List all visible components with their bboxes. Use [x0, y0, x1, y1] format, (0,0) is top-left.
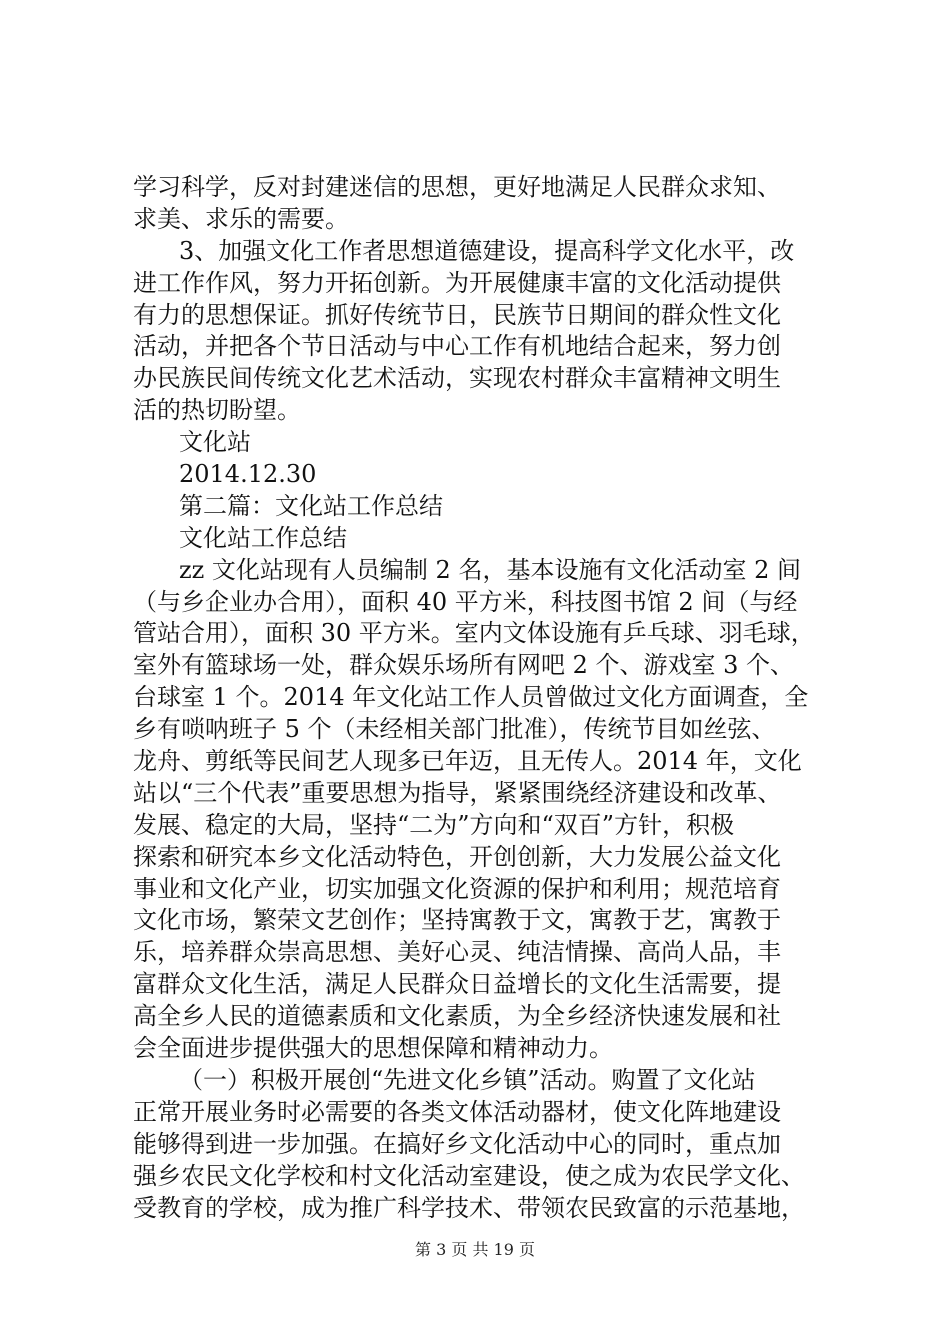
text-line: 高全乡人民的道德素质和文化素质，为全乡经济快速发展和社: [133, 1002, 781, 1031]
text-line: 事业和文化产业，切实加强文化资源的保护和利用；规范培育: [133, 874, 781, 903]
text-line: 乡有唢呐班子 5 个（未经相关部门批准），传统节目如丝弦、: [133, 715, 776, 744]
text-line: 文化市场，繁荣文艺创作；坚持寓教于文，寓教于艺，寓教于: [133, 906, 781, 935]
text-line: 龙舟、剪纸等民间艺人现多已年迈，且无传人。2014 年，文化: [133, 747, 802, 776]
text-line: 文化站工作总结: [179, 523, 347, 552]
text-line: 乐，培养群众崇高思想、美好心灵、纯洁情操、高尚人品，丰: [133, 938, 781, 967]
text-line: 富群众文化生活，满足人民群众日益增长的文化生活需要，提: [133, 970, 781, 999]
text-line: 2014.12.30: [179, 460, 317, 489]
text-line: 活的热切盼望。: [133, 396, 301, 425]
text-line: 台球室 1 个。2014 年文化站工作人员曾做过文化方面调查，全: [133, 683, 809, 712]
text-line: （一）积极开展创“先进文化乡镇”活动。购置了文化站: [179, 1065, 756, 1094]
text-line: 室外有篮球场一处，群众娱乐场所有网吧 2 个、游戏室 3 个、: [133, 651, 795, 680]
text-line: 进工作作风，努力开拓创新。为开展健康丰富的文化活动提供: [133, 268, 781, 297]
text-line: 能够得到进一步加强。在搞好乡文化活动中心的同时，重点加: [133, 1129, 781, 1158]
text-line: 有力的思想保证。抓好传统节日，民族节日期间的群众性文化: [133, 300, 781, 329]
text-line: 强乡农民文化学校和村文化活动室建设，使之成为农民学文化、: [133, 1161, 805, 1190]
text-line: 探索和研究本乡文化活动特色，开创创新，大力发展公益文化: [133, 842, 781, 871]
text-line: 管站合用），面积 30 平方米。室内文体设施有乒乓球、羽毛球，: [133, 619, 815, 648]
text-line: 活动，并把各个节日活动与中心工作有机地结合起来，努力创: [133, 332, 781, 361]
text-line: 站以“三个代表”重要思想为指导，紧紧围绕经济建设和改革、: [133, 778, 782, 807]
text-line: 3、加强文化工作者思想道德建设，提高科学文化水平，改: [179, 236, 795, 265]
text-line: 第二篇：文化站工作总结: [179, 491, 443, 520]
text-line: 正常开展业务时必需要的各类文体活动器材，使文化阵地建设: [133, 1097, 781, 1126]
text-line: 发展、稳定的大局，坚持“二为”方向和“双百”方针，积极: [133, 810, 735, 839]
text-line: 文化站: [179, 428, 251, 457]
text-line: 求美、求乐的需要。: [133, 204, 349, 233]
text-line: zz 文化站现有人员编制 2 名，基本设施有文化活动室 2 间: [179, 555, 801, 584]
text-line: 会全面进步提供强大的思想保障和精神动力。: [133, 1034, 613, 1063]
text-line: 办民族民间传统文化艺术活动，实现农村群众丰富精神文明生: [133, 364, 781, 393]
text-line: （与乡企业办合用），面积 40 平方米，科技图书馆 2 间（与经: [133, 587, 798, 616]
text-line: 受教育的学校，成为推广科学技术、带领农民致富的示范基地，: [133, 1193, 805, 1222]
text-line: 学习科学，反对封建迷信的思想，更好地满足人民群众求知、: [133, 173, 781, 201]
page-footer: 第 3 页 共 19 页: [415, 1240, 535, 1259]
document-body: [133, 172, 833, 1224]
